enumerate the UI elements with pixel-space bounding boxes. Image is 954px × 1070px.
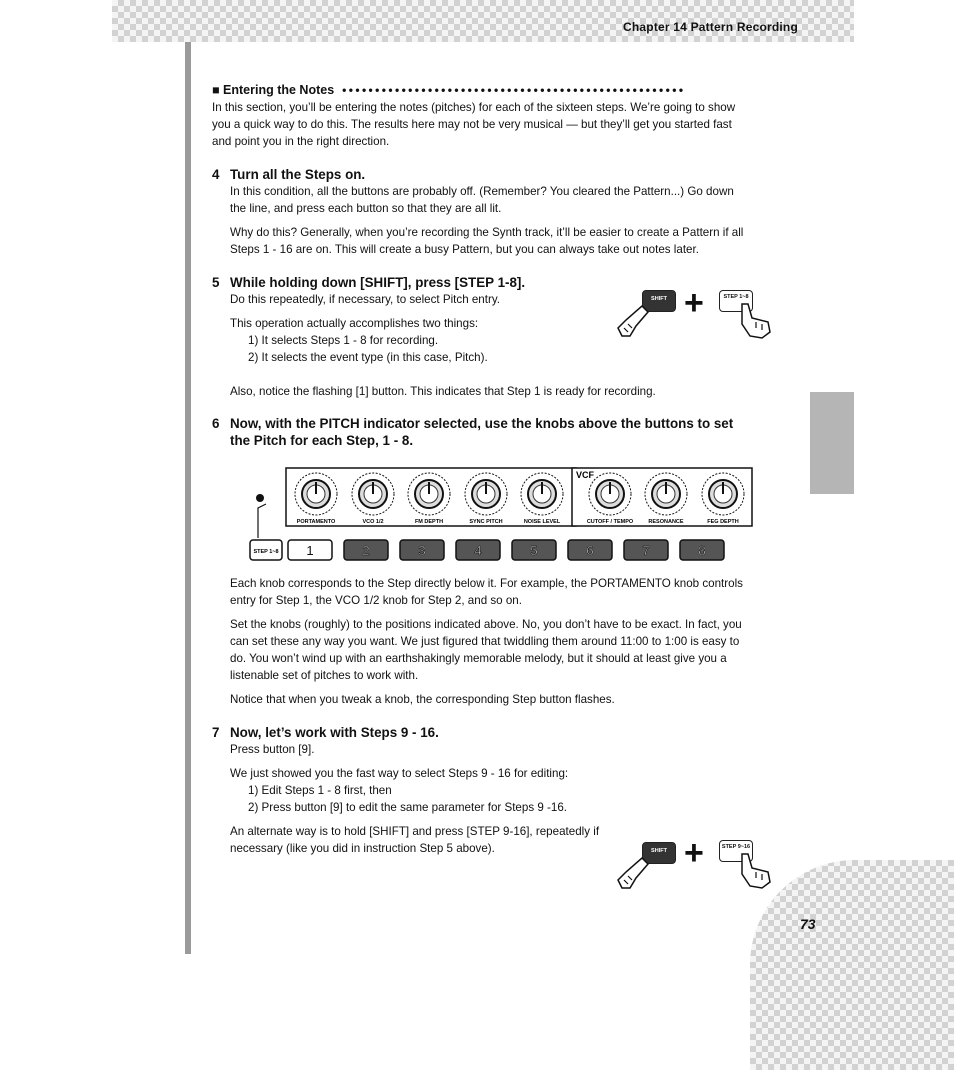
square-bullet-icon: ■ xyxy=(212,83,224,97)
step5-p1: Do this repeatedly, if necessary, to select Pitch entry. xyxy=(230,293,500,306)
step-button-5[interactable] xyxy=(512,540,556,560)
step4-heading xyxy=(212,166,752,183)
pitch-indicator-led xyxy=(256,494,264,502)
step4-title: Turn all the Steps on. xyxy=(230,167,366,182)
section-title: Entering the Notes xyxy=(223,83,335,97)
step-button-number: 8 xyxy=(698,543,706,558)
knob-panel-svg xyxy=(230,466,754,566)
plus-icon: + xyxy=(684,834,704,872)
step-button-number: 1 xyxy=(306,543,314,558)
step1-8-button-label: STEP 1~8 xyxy=(253,549,279,555)
knob-label: FM DEPTH xyxy=(414,519,444,525)
step5-title: While holding down [SHIFT], press [STEP 1-8]. xyxy=(230,275,526,290)
shift-button-illus: SHIFT xyxy=(642,842,676,864)
step-button-number: 3 xyxy=(418,543,426,558)
step6-number: 6 xyxy=(212,416,220,431)
knob-label: VCO 1/2 xyxy=(362,519,384,525)
step1-8-button[interactable] xyxy=(250,540,282,560)
indicator-bracket xyxy=(258,504,266,538)
knob-panel-illustration xyxy=(230,466,754,566)
step-button-8[interactable] xyxy=(680,540,724,560)
step5-p2: This operation actually accomplishes two things: xyxy=(230,317,479,330)
step-button-2[interactable] xyxy=(344,540,388,560)
step4-number: 4 xyxy=(212,167,220,182)
section-heading xyxy=(212,82,752,99)
step5-item2: 2) It selects the event type (in this case, Pitch). xyxy=(248,351,488,364)
pressing-hand-icon xyxy=(734,850,774,890)
left-margin-rule xyxy=(185,42,191,954)
knob-label: FEG DEPTH xyxy=(707,519,739,525)
step7-title: Now, let’s work with Steps 9 - 16. xyxy=(230,725,439,740)
knob-label: SYNC PITCH xyxy=(469,519,503,525)
shift-step9-16-illustration xyxy=(614,836,774,892)
step7-p2: We just showed you the fast way to select Steps 9 - 16 for editing: xyxy=(230,767,569,780)
knob-label: NOISE LEVEL xyxy=(523,519,561,525)
knob-label: CUTOFF / TEMPO xyxy=(586,519,634,525)
step-button-3[interactable] xyxy=(400,540,444,560)
step-button-1[interactable] xyxy=(288,540,332,560)
vcf-label: VCF xyxy=(576,470,594,480)
dot-leader: •••••••••••••••••••••••••••••••••••••••••••••••••••• xyxy=(342,83,686,97)
pressing-hand-icon xyxy=(616,854,656,894)
step5-p3: Also, notice the flashing [1] button. This indicates that Step 1 is ready for recording. xyxy=(230,385,656,398)
step-button-number: 4 xyxy=(474,543,482,558)
chapter-title: Chapter 14 Pattern Recording xyxy=(623,20,798,34)
step-button-number: 6 xyxy=(586,543,594,558)
step7-heading xyxy=(212,724,752,741)
knob-label: RESONANCE xyxy=(648,519,684,525)
step7-p3: An alternate way is to hold [SHIFT] and press [STEP 9-16], repeatedly if necessary (like you did in instruction Step 5 above). xyxy=(230,825,600,855)
step6-heading xyxy=(212,415,752,449)
step-button-6[interactable] xyxy=(568,540,612,560)
step1-8-button-illus: STEP 1~8 xyxy=(719,290,753,312)
corner-pattern xyxy=(750,860,954,1070)
step7-item2: 2) Press button [9] to edit the same parameter for Steps 9 -16. xyxy=(248,801,567,814)
plus-icon: + xyxy=(684,284,704,322)
step9-16-button-illus: STEP 9~16 xyxy=(719,840,753,862)
step5-item1: 1) It selects Steps 1 - 8 for recording. xyxy=(248,334,439,347)
pressing-hand-icon xyxy=(616,302,656,342)
step6-p1: Each knob corresponds to the Step directly below it. For example, the PORTAMENTO knob controls entry for Step 1, the VCO 1/2 knob for Step 2, and so on. xyxy=(230,577,743,607)
step-button-number: 2 xyxy=(362,543,370,558)
page-number: 73 xyxy=(800,916,816,932)
step6-p2: Set the knobs (roughly) to the positions indicated above. No, you don’t have to be exact. In fact, you can set these any way you want. We just figured that twiddling them around 11:00 to 1:00 is easy to do. You won’t wind up with an earthshakingly memorable melody, but it should at least give you a listenable set of pitches to work with. xyxy=(230,618,742,682)
step4-p2: Why do this? Generally, when you’re recording the Synth track, it’ll be easier to create a Pattern if all Steps 1 - 16 are on. This will create a busy Pattern, but you can always take out notes later. xyxy=(230,226,744,256)
pressing-hand-icon xyxy=(734,300,774,340)
step-button-number: 5 xyxy=(530,543,538,558)
step5-number: 5 xyxy=(212,275,220,290)
step7-item1: 1) Edit Steps 1 - 8 first, then xyxy=(248,784,392,797)
chapter-side-tab xyxy=(810,392,854,494)
step-button-7[interactable] xyxy=(624,540,668,560)
section-intro: In this section, you’ll be entering the notes (pitches) for each of the sixteen steps. We’re going to show you a quick way to do this. The results here may not be very musical — but they’ll get you started fast and point you in the right direction. xyxy=(212,101,736,148)
step-button-number: 7 xyxy=(642,543,650,558)
knob-label: PORTAMENTO xyxy=(296,519,336,525)
step7-p1: Press button [9]. xyxy=(230,743,315,756)
header-band xyxy=(112,0,854,42)
step6-title: Now, with the PITCH indicator selected, use the knobs above the buttons to set the Pitch for each Step, 1 - 8. xyxy=(230,416,734,448)
shift-button-illus: SHIFT xyxy=(642,290,676,312)
step7-number: 7 xyxy=(212,725,220,740)
step6-p3: Notice that when you tweak a knob, the corresponding Step button flashes. xyxy=(230,693,615,706)
step-button-4[interactable] xyxy=(456,540,500,560)
shift-step1-8-illustration xyxy=(614,284,774,340)
step4-p1: In this condition, all the buttons are probably off. (Remember? You cleared the Pattern...) Go down the line, and press each button so that they are all lit. xyxy=(230,185,734,215)
